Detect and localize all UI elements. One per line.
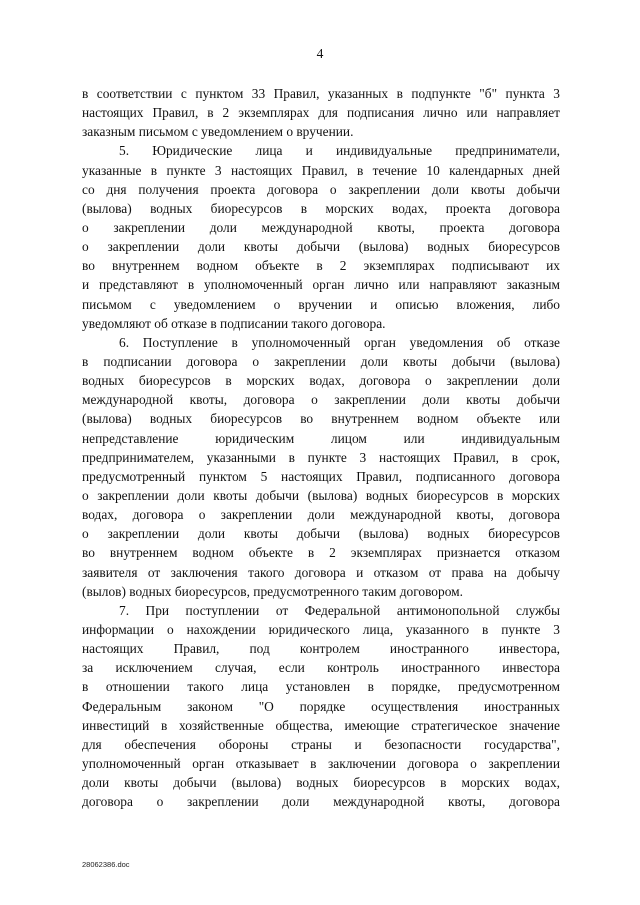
text-line: о закреплении доли квоты добычи (вылова) водных биоресурсов (82, 239, 560, 255)
text-line: письмом с уведомлением о вручении и описью вложения, либо (82, 296, 560, 312)
text-line: за исключением случая, если контроль иностранного инвестора (82, 660, 560, 676)
text-line: (вылова) водных биоресурсов во внутреннем водном объекте или (82, 411, 560, 427)
text-line: во внутреннем водном объекте в 2 экземплярах признается отказом (82, 545, 560, 561)
text-line: заявителя от заключения такого договора и отказом от права на добычу (82, 564, 560, 580)
text-line: непредставление юридическим лицом или индивидуальным (82, 430, 560, 446)
text-line: водных биоресурсов в морских водах, договора о закреплении доли (82, 373, 560, 389)
text-line: в соответствии с пунктом 33 Правил, указанных в подпункте "б" пункта 3 (82, 86, 560, 101)
paragraph-p-7 (82, 601, 560, 812)
text-line: настоящих Правил, под контролем иностранного инвестора, (82, 641, 560, 657)
document-body (82, 84, 560, 811)
text-line: настоящих Правил, в 2 экземплярах для подписания лично или направляет (82, 105, 560, 121)
text-line: предусмотренный пунктом 5 настоящих Правил, подписанного договора (82, 468, 560, 484)
text-line: 7. При поступлении от Федеральной антимонопольной службы (119, 602, 560, 618)
text-line: в отношении такого лица установлен в порядке, предусмотренном (82, 679, 560, 695)
paragraph-p-continuation (82, 84, 560, 141)
text-line: 5. Юридические лица и индивидуальные предприниматели, (119, 143, 560, 159)
text-line: (вылов) водных биоресурсов, предусмотренного таким договором. (82, 583, 463, 599)
text-line: о закреплении доли квоты добычи (вылова) водных биоресурсов (82, 526, 560, 542)
text-line: инвестиций в хозяйственные общества, имеющие стратегическое значение (82, 717, 560, 733)
text-line: о закреплении доли международной квоты, проекта договора (82, 219, 560, 235)
text-line: со дня получения проекта договора о закреплении доли квоты добычи (82, 181, 560, 197)
text-line: уведомляют об отказе в подписании такого договора. (82, 315, 386, 331)
text-line: уполномоченный орган отказывает в заключении договора о закреплении (82, 755, 560, 771)
paragraph-p-6 (82, 333, 560, 601)
text-line: заказным письмом с уведомлением о вручении. (82, 124, 354, 140)
text-line: предпринимателем, указанными в пункте 3 настоящих Правил, в срок, (82, 449, 560, 465)
document-file-code: 28062386.doc (82, 860, 130, 869)
text-line: информации о нахождении юридического лица, указанного в пункте 3 (82, 621, 560, 637)
text-line: международной квоты, договора о закреплении доли квоты добычи (82, 392, 560, 408)
text-line: во внутреннем водном объекте в 2 экземплярах подписывают их (82, 258, 560, 274)
paragraph-p-5 (82, 141, 560, 332)
text-line: для обеспечения обороны страны и безопасности государства", (82, 736, 560, 752)
text-line: договора о закреплении доли международной квоты, договора (82, 794, 560, 810)
text-line: указанные в пункте 3 настоящих Правил, в течение 10 календарных дней (82, 162, 560, 178)
text-line: (вылова) водных биоресурсов в морских водах, проекта договора (82, 200, 560, 216)
text-line: и представляют в уполномоченный орган лично или направляют заказным (82, 277, 560, 293)
page-number: 4 (316, 46, 324, 61)
text-line: 6. Поступление в уполномоченный орган уведомления об отказе (119, 334, 560, 350)
text-line: в подписании договора о закреплении доли квоты добычи (вылова) (82, 353, 560, 369)
text-line: водах, договора о закреплении доли международной квоты, договора (82, 507, 560, 523)
text-line: доли квоты добычи (вылова) водных биоресурсов в морских водах, (82, 775, 560, 791)
text-line: Федеральным законом "О порядке осуществления иностранных (82, 698, 560, 714)
text-line: о закреплении доли квоты добычи (вылова) водных биоресурсов в морских (82, 487, 560, 503)
